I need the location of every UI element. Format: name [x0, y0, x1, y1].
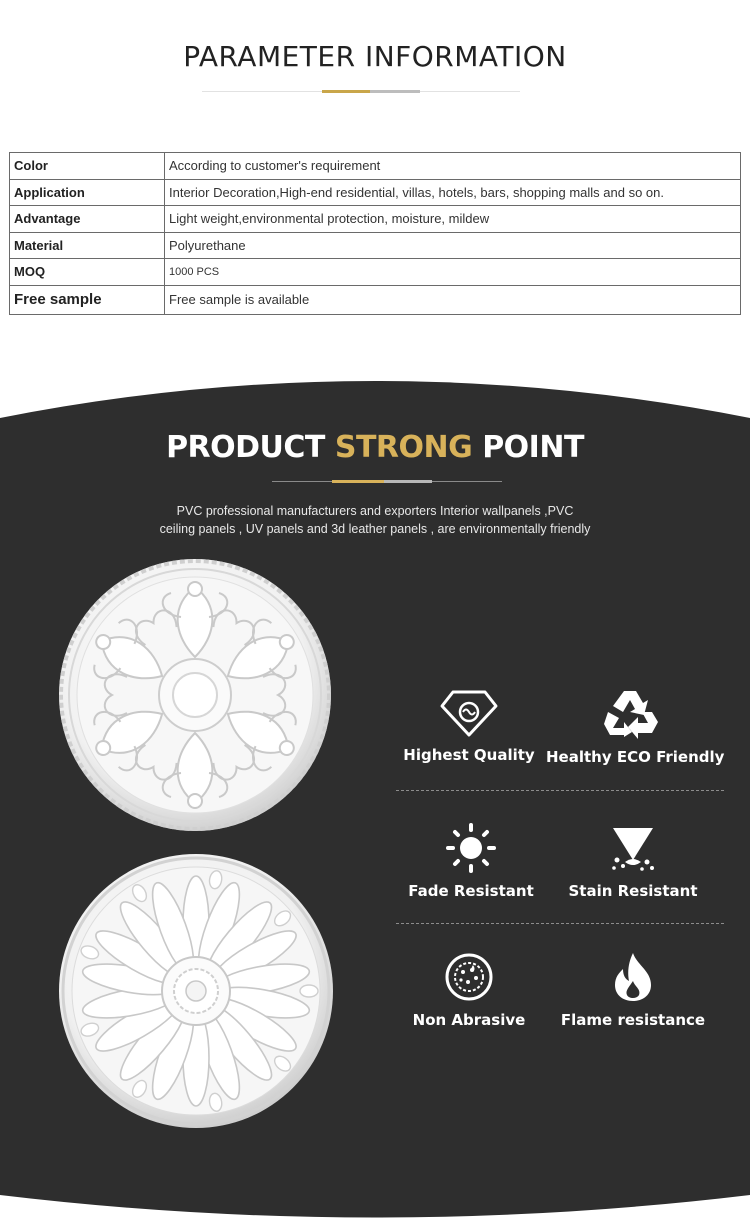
stain-icon	[607, 822, 659, 874]
row-value: Interior Decoration,High-end residential, villas, hotels, bars, shopping malls and so on.	[165, 179, 741, 206]
flame-icon	[607, 951, 659, 1003]
row-value: Free sample is available	[165, 285, 741, 314]
title-part-1: PRODUCT	[166, 430, 335, 465]
table-row	[10, 179, 741, 206]
strong-title-underline-gold	[332, 480, 384, 483]
dashed-divider	[396, 790, 724, 791]
row-value: Light weight,environmental protection, moisture, mildew	[165, 206, 741, 233]
strong-point-title	[0, 430, 750, 465]
feature-label: Highest Quality	[403, 746, 535, 764]
table-row	[10, 153, 741, 180]
feature-eco-friendly	[546, 688, 725, 766]
feature-highest-quality	[384, 688, 554, 764]
parameter-title: PARAMETER INFORMATION	[183, 40, 567, 73]
table-row	[10, 285, 741, 314]
table-row	[10, 232, 741, 259]
title-highlight: STRONG	[334, 430, 473, 465]
feature-flame-resistance	[548, 951, 718, 1029]
row-key: MOQ	[10, 259, 165, 286]
parameter-table	[9, 152, 741, 315]
row-key: Color	[10, 153, 165, 180]
feature-label: Stain Resistant	[568, 882, 698, 900]
ceiling-medallion-daisy	[57, 852, 335, 1130]
feature-non-abrasive	[384, 951, 554, 1029]
diamond-icon	[439, 688, 499, 738]
abrasion-icon	[443, 951, 495, 1003]
sun-icon	[445, 822, 497, 874]
feature-stain-resistant	[548, 822, 718, 900]
feature-label: Fade Resistant	[408, 882, 534, 900]
strong-title-underline-grey	[384, 480, 432, 483]
description-line: ceiling panels , UV panels and 3d leather panels , are environmentally friendly	[159, 522, 591, 536]
row-value: 1000 PCS	[165, 259, 741, 286]
feature-label: Healthy ECO Friendly	[546, 748, 725, 766]
row-value: Polyurethane	[165, 232, 741, 259]
title-underline-grey	[370, 90, 420, 93]
strong-point-description	[0, 502, 750, 538]
row-value: According to customer's requirement	[165, 153, 741, 180]
table-row	[10, 206, 741, 233]
title-part-2: POINT	[472, 430, 584, 465]
dashed-divider	[396, 923, 724, 924]
ceiling-medallion-scroll	[57, 557, 333, 833]
row-key: Advantage	[10, 206, 165, 233]
description-line: PVC professional manufacturers and exporters Interior wallpanels ,PVC	[176, 504, 574, 518]
table-row	[10, 259, 741, 286]
feature-label: Flame resistance	[560, 1011, 706, 1029]
row-key: Application	[10, 179, 165, 206]
title-underline-gold	[322, 90, 370, 93]
feature-label: Non Abrasive	[412, 1011, 526, 1029]
feature-fade-resistant	[386, 822, 556, 900]
row-key: Material	[10, 232, 165, 259]
row-key: Free sample	[10, 285, 165, 314]
recycle-icon	[602, 688, 660, 740]
